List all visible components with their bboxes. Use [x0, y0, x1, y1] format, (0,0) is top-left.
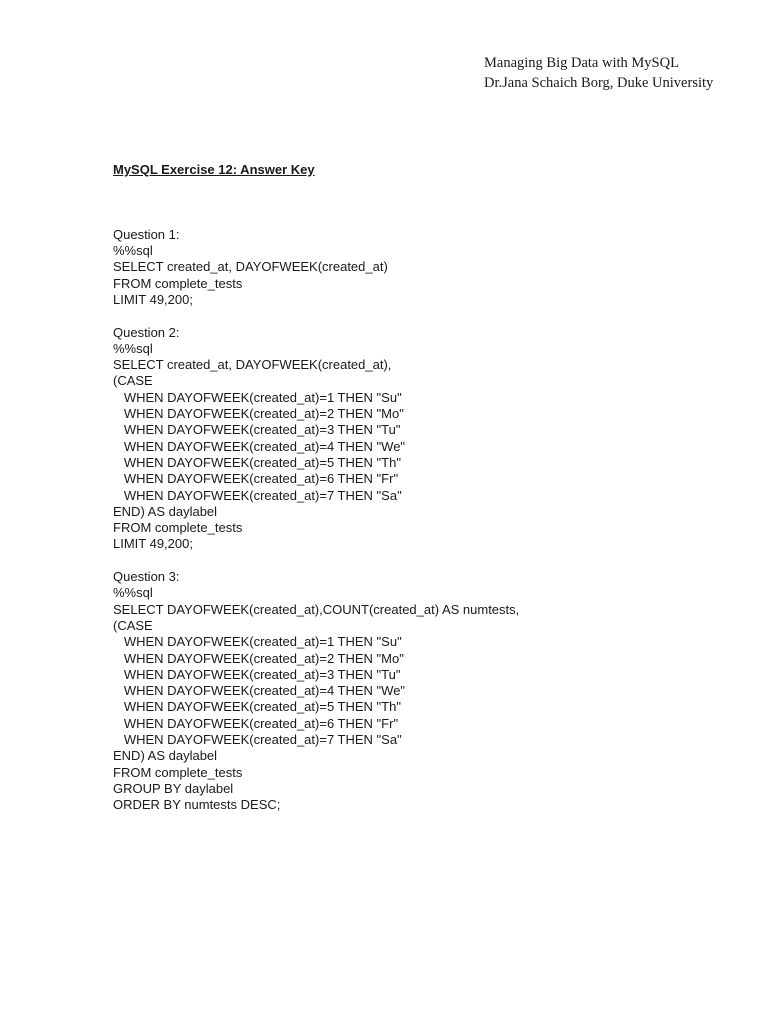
sql-line: %%sql	[113, 585, 153, 601]
sql-line: SELECT created_at, DAYOFWEEK(created_at)	[113, 259, 388, 275]
sql-line: WHEN DAYOFWEEK(created_at)=7 THEN "Sa"	[113, 731, 402, 747]
sql-line: %%sql	[113, 243, 153, 259]
sql-line: WHEN DAYOFWEEK(created_at)=2 THEN "Mo"	[113, 650, 404, 666]
sql-line: WHEN DAYOFWEEK(created_at)=5 THEN "Th"	[113, 699, 401, 715]
sql-line: %%sql	[113, 340, 153, 356]
sql-line: (CASE	[113, 373, 153, 389]
sql-line: WHEN DAYOFWEEK(created_at)=4 THEN "We"	[113, 438, 406, 454]
document-body	[113, 129, 519, 846]
course-title: Managing Big Data with MySQL	[484, 55, 679, 71]
question-label: Question 3:	[113, 569, 180, 585]
questions-container	[113, 227, 519, 814]
sql-line: FROM complete_tests	[113, 520, 243, 536]
sql-line: SELECT DAYOFWEEK(created_at),COUNT(created_at) AS numtests,	[113, 601, 520, 617]
sql-line: WHEN DAYOFWEEK(created_at)=3 THEN "Tu"	[113, 422, 401, 438]
question-section	[113, 325, 519, 553]
sql-line: WHEN DAYOFWEEK(created_at)=2 THEN "Mo"	[113, 406, 404, 422]
sql-line: END) AS daylabel	[113, 503, 218, 519]
document-header	[484, 53, 713, 93]
sql-line: FROM complete_tests	[113, 275, 243, 291]
sql-line: WHEN DAYOFWEEK(created_at)=4 THEN "We"	[113, 683, 406, 699]
question-section	[113, 569, 519, 813]
sql-line: GROUP BY daylabel	[113, 780, 234, 796]
author-line: Dr.Jana Schaich Borg, Duke University	[484, 75, 714, 91]
sql-line: WHEN DAYOFWEEK(created_at)=7 THEN "Sa"	[113, 487, 402, 503]
sql-line: LIMIT 49,200;	[113, 536, 193, 552]
question-section	[113, 227, 519, 308]
sql-line: WHEN DAYOFWEEK(created_at)=1 THEN "Su"	[113, 389, 402, 405]
sql-line: FROM complete_tests	[113, 764, 243, 780]
sql-line: ORDER BY numtests DESC;	[113, 797, 281, 813]
sql-line: WHEN DAYOFWEEK(created_at)=6 THEN "Fr"	[113, 471, 399, 487]
question-label: Question 1:	[113, 226, 180, 242]
sql-line: (CASE	[113, 617, 153, 633]
sql-line: WHEN DAYOFWEEK(created_at)=6 THEN "Fr"	[113, 715, 399, 731]
sql-line: LIMIT 49,200;	[113, 291, 193, 307]
page-title: MySQL Exercise 12: Answer Key	[113, 161, 315, 177]
question-label: Question 2:	[113, 324, 180, 340]
sql-line: END) AS daylabel	[113, 748, 218, 764]
sql-line: WHEN DAYOFWEEK(created_at)=5 THEN "Th"	[113, 454, 401, 470]
sql-line: SELECT created_at, DAYOFWEEK(created_at),	[113, 357, 392, 373]
sql-line: WHEN DAYOFWEEK(created_at)=1 THEN "Su"	[113, 634, 402, 650]
sql-line: WHEN DAYOFWEEK(created_at)=3 THEN "Tu"	[113, 666, 401, 682]
